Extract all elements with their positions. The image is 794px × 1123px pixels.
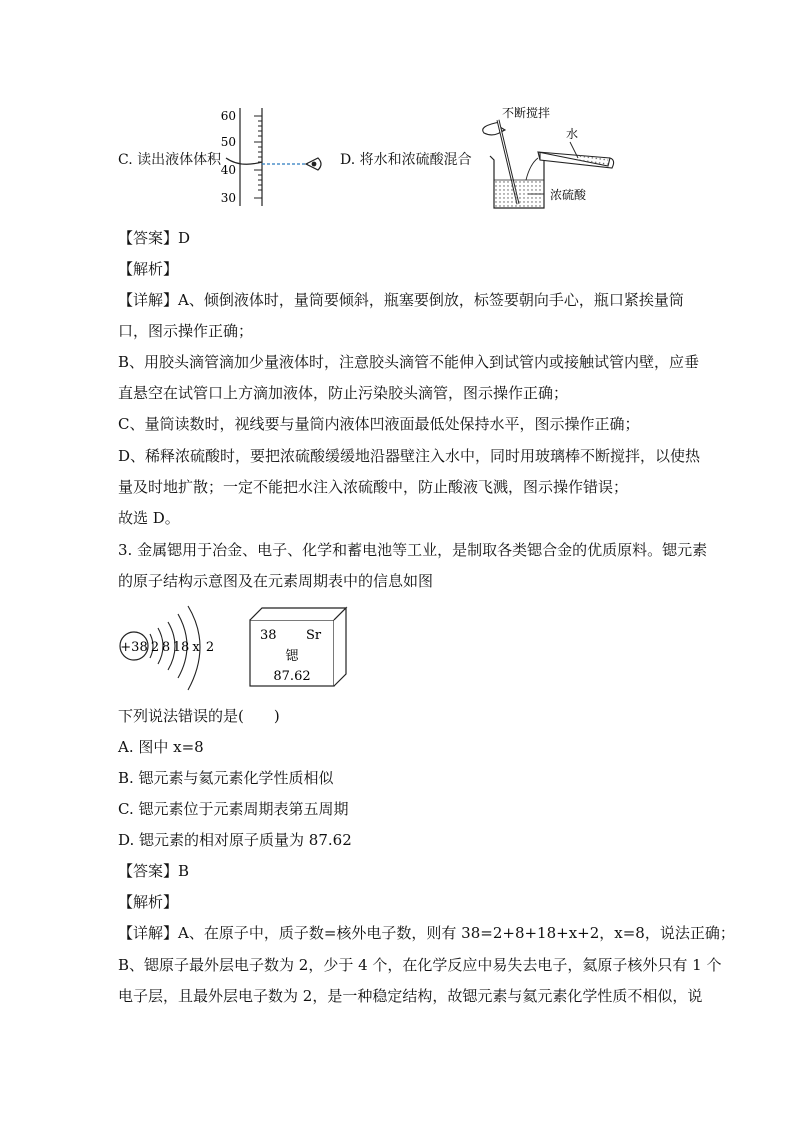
eye-icon (306, 158, 321, 170)
atom-structure-diagram (116, 600, 226, 700)
element-symbol: Sr (306, 628, 322, 643)
shell-electrons: 2 (205, 640, 215, 655)
q3-stem: 的原子结构示意图及在元素周期表中的信息如图 (118, 572, 434, 590)
q3-analysis-line: B、锶原子最外层电子数为 2，少于 4 个，在化学反应中易失去电子，氦原子核外只有 1 个 (118, 956, 722, 974)
option-d-label: D. 将水和浓硫酸混合 (340, 152, 472, 168)
cylinder-tick-label: 40 (220, 163, 236, 177)
q3-question: 下列说法错误的是( ) (118, 707, 280, 725)
option-c-label: C. 读出液体体积 (118, 152, 222, 168)
shell-electrons: 8 (161, 640, 171, 655)
q2-answer: 【答案】D (118, 229, 191, 247)
q2-analysis-line: B、用胶头滴管滴加少量液体时，注意胶头滴管不能伸入到试管内或接触试管内壁，应垂 (118, 353, 700, 371)
q3-analysis-heading: 【解析】 (118, 893, 179, 911)
q2-analysis-line: C、量筒读数时，视线要与量筒内液体凹液面最低处保持水平，图示操作正确； (118, 415, 640, 433)
q3-option-b: B. 锶元素与氦元素化学性质相似 (118, 769, 334, 787)
atomic-mass: 87.62 (273, 669, 311, 684)
q3-option-d: D. 锶元素的相对原子质量为 87.62 (118, 831, 352, 849)
q3-analysis-line: 电子层，且最外层电子数为 2，是一种稳定结构，故锶元素与氦元素化学性质不相似，说 (118, 987, 703, 1005)
water-label: 水 (566, 127, 579, 141)
periodic-table-card (246, 606, 350, 688)
stir-label: 不断搅拌 (502, 106, 551, 120)
shell-electrons: 18 (172, 640, 190, 655)
graduated-cylinder-figure (218, 106, 328, 208)
q3-option-a: A. 图中 x=8 (118, 738, 204, 756)
water-stream (526, 158, 538, 180)
q2-analysis-line: 【详解】A、倾倒液体时，量筒要倾斜，瓶塞要倒放，标签要朝向手心，瓶口紧挨量筒 (118, 291, 684, 309)
q2-analysis-line: D、稀释浓硫酸时，要把浓硫酸缓缓地沿器壁注入水中，同时用玻璃棒不断搅拌，以使热 (118, 447, 701, 465)
element-name: 锶 (285, 649, 299, 664)
cylinder-tick-label: 50 (220, 135, 236, 149)
cylinder-ticks (254, 116, 262, 198)
nucleus-charge: +38 (120, 640, 148, 655)
atomic-number: 38 (260, 628, 277, 643)
q2-analysis-line: 口，图示操作正确； (118, 322, 254, 340)
acid-liquid (495, 180, 543, 207)
q2-analysis-line: 直悬空在试管口上方滴加液体，防止污染胶头滴管，图示操作正确； (118, 384, 569, 402)
q3-analysis-line: 【详解】A、在原子中，质子数=核外电子数，则有 38=2+8+18+x+2，x=8，说法正确； (118, 924, 735, 942)
acid-label: 浓硫酸 (550, 188, 587, 202)
shell-electrons: x (192, 640, 200, 655)
cylinder-tick-label: 30 (220, 191, 236, 205)
q2-analysis-heading: 【解析】 (118, 260, 179, 278)
shell-electrons: 2 (150, 640, 160, 655)
q3-option-c: C. 锶元素位于元素周期表第五周期 (118, 800, 349, 818)
q3-answer: 【答案】B (118, 862, 190, 880)
cylinder-tick-label: 60 (220, 109, 236, 123)
q3-stem: 3. 金属锶用于冶金、电子、化学和蓄电池等工业，是制取各类锶合金的优质原料。锶元素 (118, 541, 708, 559)
dilution-figure (470, 100, 630, 215)
q2-analysis-line: 量及时地扩散；一定不能把水注入浓硫酸中，防止酸液飞溅，图示操作错误； (118, 478, 629, 496)
q2-analysis-line: 故选 D。 (118, 509, 180, 527)
